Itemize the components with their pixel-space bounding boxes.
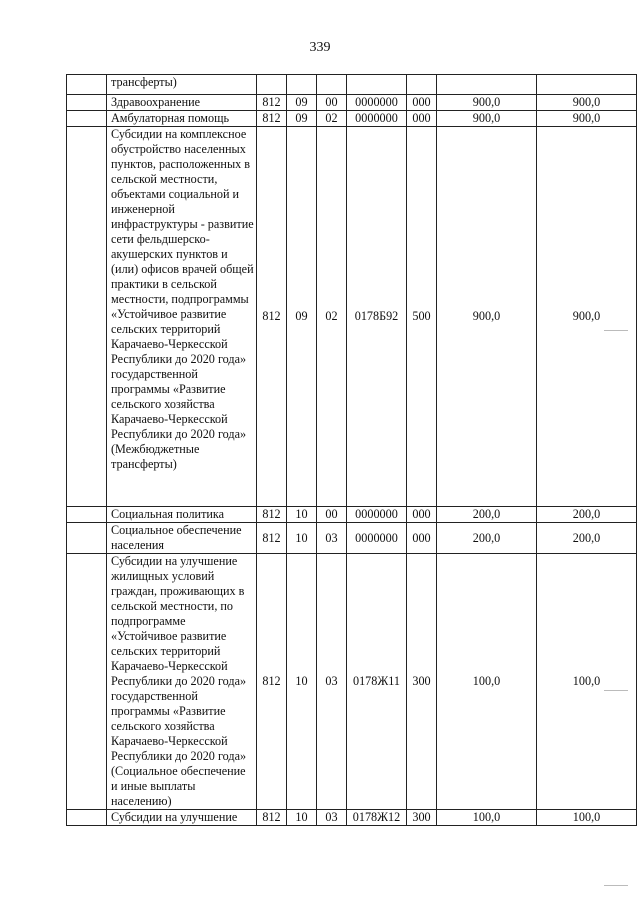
cell-sum2	[537, 75, 637, 95]
cell-vid: 000	[407, 523, 437, 554]
cell-sum1	[437, 75, 537, 95]
cell-target: 0178Ж11	[347, 554, 407, 810]
row-description: Субсидии на комплексное обустройство населенных пунктов, расположенных в сельской местности, объектами социальной и инженерной инфраструктуры - развитие сети фельдшерско-акушерских пунктов и (или) офисов врачей общей практики в сельской местности, подпрограммы «Устойчивое развитие сельских территорий Карачаево-Черкесской Республики до 2020 года» государственной программы «Развитие сельского хозяйства Карачаево-Черкесской Республики до 2020 года» (Межбюджетные трансферты)	[107, 127, 257, 507]
cell-subsection	[317, 75, 347, 95]
scan-mark	[604, 885, 628, 886]
table-row	[67, 554, 637, 810]
cell-sum1: 200,0	[437, 523, 537, 554]
cell-subsection: 03	[317, 554, 347, 810]
row-description: Субсидии на улучшение	[107, 810, 257, 826]
left-blank-cell	[67, 75, 107, 95]
cell-vid: 500	[407, 127, 437, 507]
cell-target: 0000000	[347, 95, 407, 111]
cell-vid: 300	[407, 810, 437, 826]
scan-mark	[604, 330, 628, 331]
cell-sum2: 900,0	[537, 111, 637, 127]
cell-target	[347, 75, 407, 95]
page-number: 339	[309, 40, 331, 55]
cell-section: 09	[287, 95, 317, 111]
cell-sum1: 900,0	[437, 95, 537, 111]
left-blank-cell	[67, 554, 107, 810]
cell-sum1: 100,0	[437, 810, 537, 826]
cell-sum1: 100,0	[437, 554, 537, 810]
table-row	[67, 523, 637, 554]
left-blank-cell	[67, 810, 107, 826]
cell-subsection: 02	[317, 127, 347, 507]
cell-vid: 000	[407, 111, 437, 127]
cell-admin: 812	[257, 507, 287, 523]
cell-section: 10	[287, 810, 317, 826]
cell-section: 10	[287, 507, 317, 523]
cell-sum2: 900,0	[537, 127, 637, 507]
table-row	[67, 75, 637, 95]
cell-section: 09	[287, 127, 317, 507]
table-row	[67, 127, 637, 507]
cell-subsection: 02	[317, 111, 347, 127]
cell-admin: 812	[257, 95, 287, 111]
cell-section	[287, 75, 317, 95]
scan-mark	[604, 690, 628, 691]
cell-target: 0000000	[347, 523, 407, 554]
cell-target: 0178Б92	[347, 127, 407, 507]
cell-section: 10	[287, 523, 317, 554]
cell-vid: 000	[407, 507, 437, 523]
budget-table	[66, 74, 637, 826]
cell-vid: 000	[407, 95, 437, 111]
cell-subsection: 00	[317, 507, 347, 523]
left-blank-cell	[67, 111, 107, 127]
cell-subsection: 00	[317, 95, 347, 111]
cell-target: 0000000	[347, 507, 407, 523]
cell-admin: 812	[257, 127, 287, 507]
table-row	[67, 507, 637, 523]
table-row	[67, 810, 637, 826]
cell-admin: 812	[257, 111, 287, 127]
cell-sum2: 900,0	[537, 95, 637, 111]
cell-sum2: 100,0	[537, 554, 637, 810]
left-blank-cell	[67, 127, 107, 507]
cell-target: 0000000	[347, 111, 407, 127]
cell-admin: 812	[257, 554, 287, 810]
row-description: Амбулаторная помощь	[107, 111, 257, 127]
cell-admin	[257, 75, 287, 95]
left-blank-cell	[67, 95, 107, 111]
cell-subsection: 03	[317, 810, 347, 826]
cell-subsection: 03	[317, 523, 347, 554]
row-description: Субсидии на улучшение жилищных условий граждан, проживающих в сельской местности, по подпрограмме «Устойчивое развитие сельских территорий Карачаево-Черкесской Республики до 2020 года» государственной программы «Развитие сельского хозяйства Карачаево-Черкесской Республики до 2020 года» (Социальное обеспечение и иные выплаты населению)	[107, 554, 257, 810]
cell-vid: 300	[407, 554, 437, 810]
row-description: Здравоохранение	[107, 95, 257, 111]
cell-sum1: 200,0	[437, 507, 537, 523]
cell-target: 0178Ж12	[347, 810, 407, 826]
cell-sum1: 900,0	[437, 111, 537, 127]
cell-sum2: 200,0	[537, 507, 637, 523]
row-description: Социальная политика	[107, 507, 257, 523]
cell-admin: 812	[257, 810, 287, 826]
cell-admin: 812	[257, 523, 287, 554]
cell-section: 10	[287, 554, 317, 810]
table-row	[67, 95, 637, 111]
cell-vid	[407, 75, 437, 95]
table-row	[67, 111, 637, 127]
table-body	[67, 75, 637, 826]
left-blank-cell	[67, 507, 107, 523]
row-description: Социальное обеспечение населения	[107, 523, 257, 554]
left-blank-cell	[67, 523, 107, 554]
cell-sum1: 900,0	[437, 127, 537, 507]
cell-sum2: 100,0	[537, 810, 637, 826]
cell-sum2: 200,0	[537, 523, 637, 554]
row-description: трансферты)	[107, 75, 257, 95]
cell-section: 09	[287, 111, 317, 127]
